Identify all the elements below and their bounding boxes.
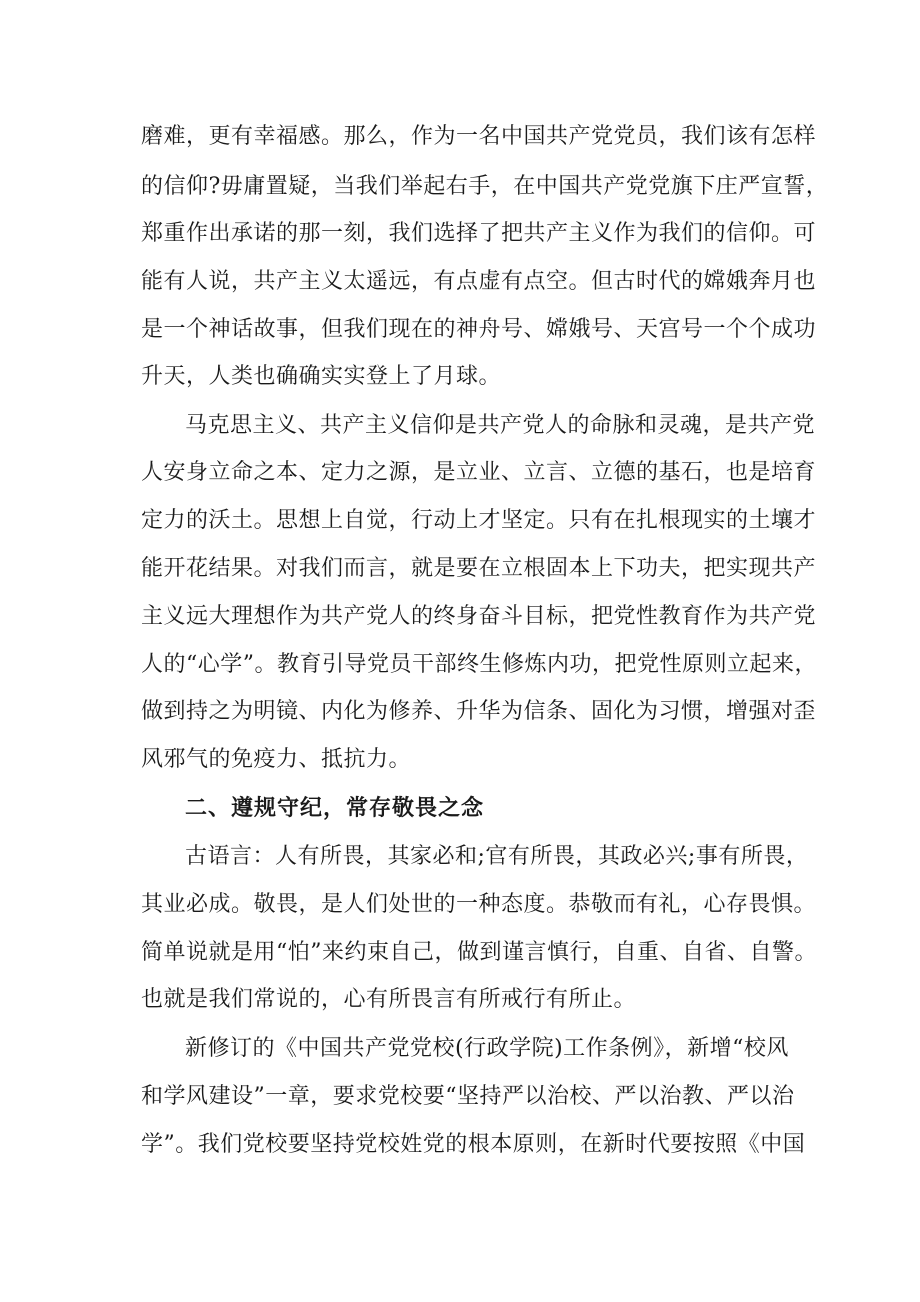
paragraph-4-line-2: 和学风建设”一章，要求党校要“坚持严以治校、严以治教、严以治 [141,1084,795,1109]
paragraph-1-line-4: 能有人说，共产主义太遥远，有点虚有点空。但古时代的嫦娥奔月也 [141,269,817,294]
paragraph-1-line-3: 郑重作出承诺的那一刻，我们选择了把共产主义作为我们的信仰。可 [141,221,817,246]
paragraph-2-line-8: 风邪气的免疫力、抵抗力。 [141,747,412,772]
paragraph-2-line-4: 能开花结果。对我们而言，就是要在立根固本上下功夫，把实现共产 [141,556,817,581]
paragraph-1-line-1: 磨难，更有幸福感。那么，作为一名中国共产党党员，我们该有怎样 [141,124,817,149]
paragraph-2-line-5: 主义远大理想作为共产党人的终身奋斗目标，把党性教育作为共产党 [141,604,817,629]
paragraph-3-line-2: 其业必成。敬畏，是人们处世的一种态度。恭敬而有礼，心存畏惧。 [141,892,817,917]
paragraph-2-line-2: 人安身立命之本、定力之源，是立业、立言、立德的基石，也是培育 [141,460,817,485]
paragraph-2-line-7: 做到持之为明镜、内化为修养、升华为信条、固化为习惯，增强对歪 [141,699,817,724]
paragraph-3-line-4: 也就是我们常说的，心有所畏言有所戒行有所止。 [141,987,637,1012]
paragraph-2-line-6: 人的“心学”。教育引导党员干部终生修炼内功，把党性原则立起来， [141,652,817,677]
paragraph-1-line-2: 的信仰?毋庸置疑，当我们举起右手，在中国共产党党旗下庄严宣誓， [141,174,829,199]
paragraph-1-line-6: 升天，人类也确确实实登上了月球。 [141,364,502,389]
paragraph-2-line-3: 定力的沃土。思想上自觉，行动上才坚定。只有在扎根现实的土壤才 [141,508,817,533]
paragraph-4-line-3: 学”。我们党校要坚持党校姓党的根本原则，在新时代要按照《中国 [141,1132,806,1157]
section-heading: 二、遵规守纪，常存敬畏之念 [185,796,485,821]
paragraph-2-line-1: 马克思主义、共产主义信仰是共产党人的命脉和灵魂，是共产党 [185,413,816,438]
paragraph-4-line-1: 新修订的《中国共产党党校(行政学院)工作条例》，新增“校风 [185,1036,789,1061]
paragraph-3-line-3: 简单说就是用“怕”来约束自己，做到谨言慎行，自重、自省、自警。 [141,940,817,965]
paragraph-1-line-5: 是一个神话故事，但我们现在的神舟号、嫦娥号、天宫号一个个成功 [141,317,817,342]
paragraph-3-line-1: 古语言：人有所畏，其家必和;官有所畏，其政必兴;事有所畏， [185,844,809,869]
